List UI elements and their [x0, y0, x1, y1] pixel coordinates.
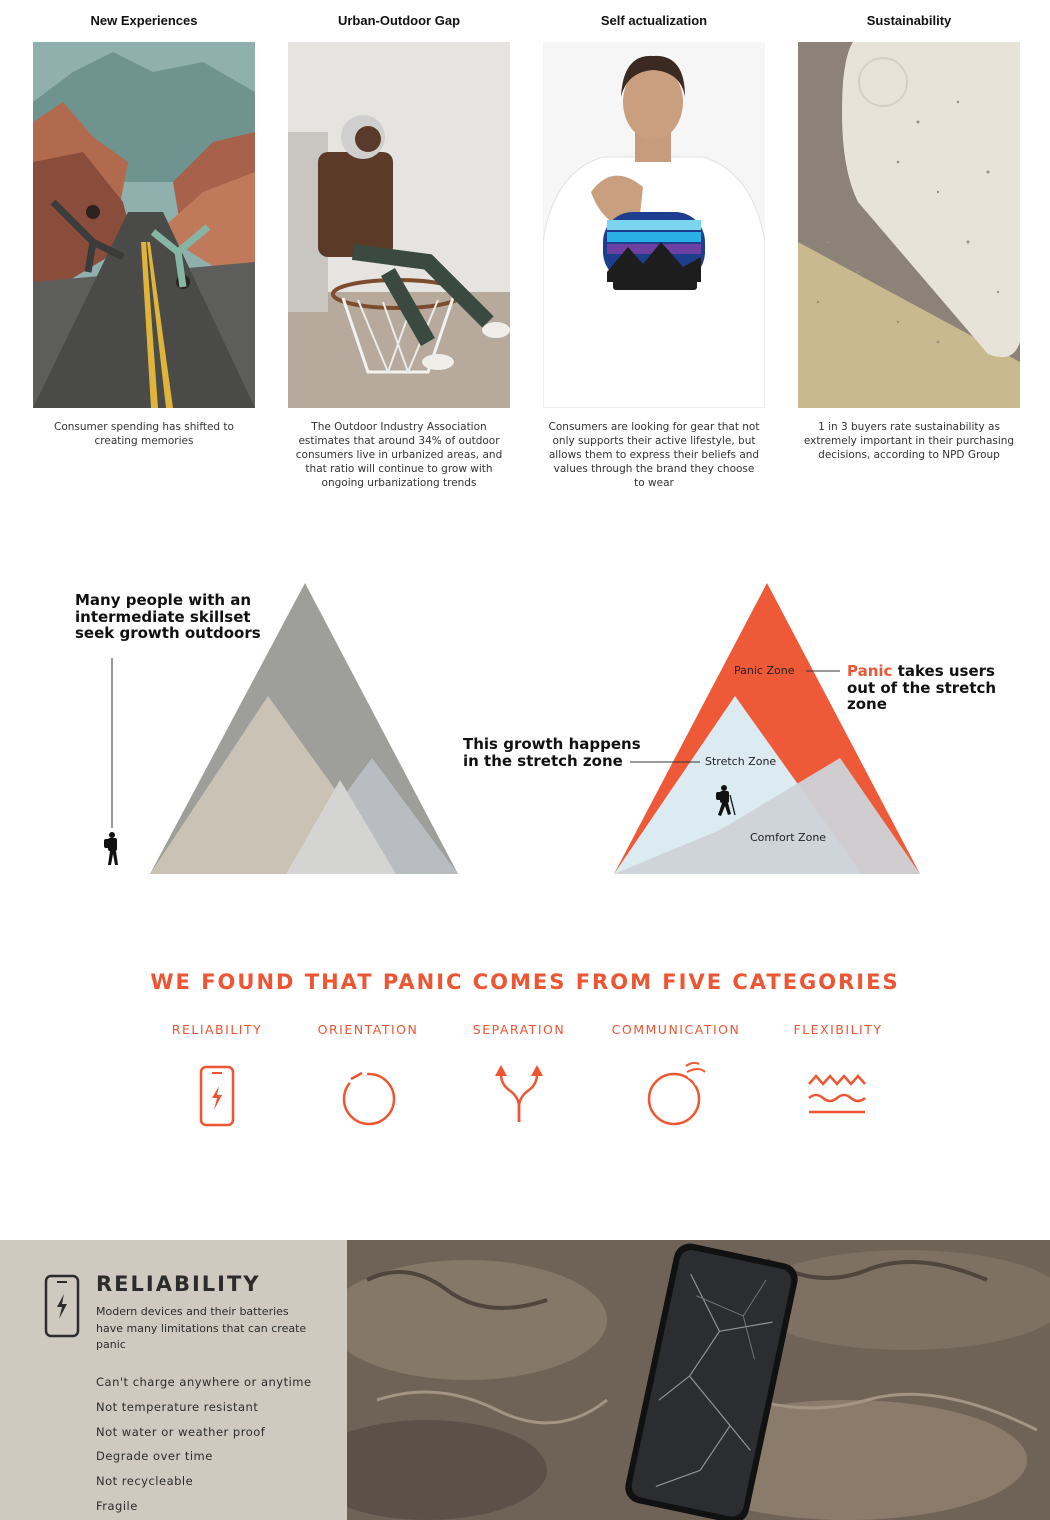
photo-recycled-material-boards: [798, 42, 1020, 408]
diverging-arrows-icon: [484, 1062, 554, 1132]
phone-battery-icon: [44, 1274, 80, 1338]
category-label: RELIABILITY: [171, 1022, 263, 1037]
category-label: SEPARATION: [472, 1022, 566, 1037]
limitations-list: [96, 1370, 312, 1519]
list-item: Not recycleable: [96, 1474, 194, 1489]
card-title: Urban-Outdoor Gap: [337, 13, 461, 28]
card-caption: The Outdoor Industry Association estimates that around 34% of outdoor consumers live in urbanized areas, and that ratio will continue to grow with ongoing urbanizationg trends: [295, 421, 503, 489]
category-label: FLEXIBILITY: [793, 1022, 883, 1037]
panic-zone-label: Panic Zone: [734, 664, 795, 677]
comfort-zone-label: Comfort Zone: [750, 831, 827, 844]
panic-accent-word: Panic: [847, 662, 893, 680]
card-title: New Experiences: [90, 13, 198, 28]
stretch-callout: This growth happens in the stretch zone: [463, 735, 641, 770]
reliability-panel: [0, 1240, 347, 1520]
zone-diagrams: [0, 570, 1050, 890]
photo-cracked-phone-in-mud: [347, 1240, 1050, 1520]
category-label: ORIENTATION: [317, 1022, 419, 1037]
photo-woman-patagonia-tshirt: [543, 42, 765, 408]
list-item: Not temperature resistant: [96, 1399, 259, 1414]
photo-person-on-basketball-hoop: [288, 42, 510, 408]
list-item: Not water or weather proof: [96, 1424, 266, 1439]
phone-battery-icon: [182, 1062, 252, 1132]
card-caption: Consumers are looking for gear that not only supports their active lifestyle, but allows them to express their beliefs and values through the brand they choose to wear: [548, 421, 760, 489]
list-item: Fragile: [96, 1498, 138, 1513]
signal-circle-icon: [641, 1062, 711, 1132]
card-caption: 1 in 3 buyers rate sustainability as extremely important in their purchasing decisions, according to NPD Group: [803, 421, 1015, 461]
list-item: Degrade over time: [96, 1449, 213, 1464]
reliability-title: RELIABILITY: [96, 1272, 261, 1296]
panic-callout: [847, 663, 1017, 713]
card-caption: Consumer spending has shifted to creating memories: [54, 421, 234, 447]
reliability-description: Modern devices and their batteries have many limitations that can create panic: [96, 1305, 307, 1351]
photo-handstands-desert-road: [33, 42, 255, 408]
categories-heading: WE FOUND THAT PANIC COMES FROM FIVE CATEGORIES: [150, 970, 900, 994]
card-title: Self actualization: [600, 13, 708, 28]
card-title: Sustainability: [866, 13, 952, 28]
category-label: COMMUNICATION: [611, 1022, 741, 1037]
left-callout: Many people with an intermediate skillset seek growth outdoors: [75, 591, 261, 642]
stretch-zone-label: Stretch Zone: [705, 755, 777, 768]
list-item: Can't charge anywhere or anytime: [96, 1375, 312, 1389]
compass-circle-icon: [333, 1062, 403, 1132]
panic-callout-rest: takes users out of the stretch zone: [847, 662, 997, 713]
waves-icon: [803, 1062, 873, 1132]
